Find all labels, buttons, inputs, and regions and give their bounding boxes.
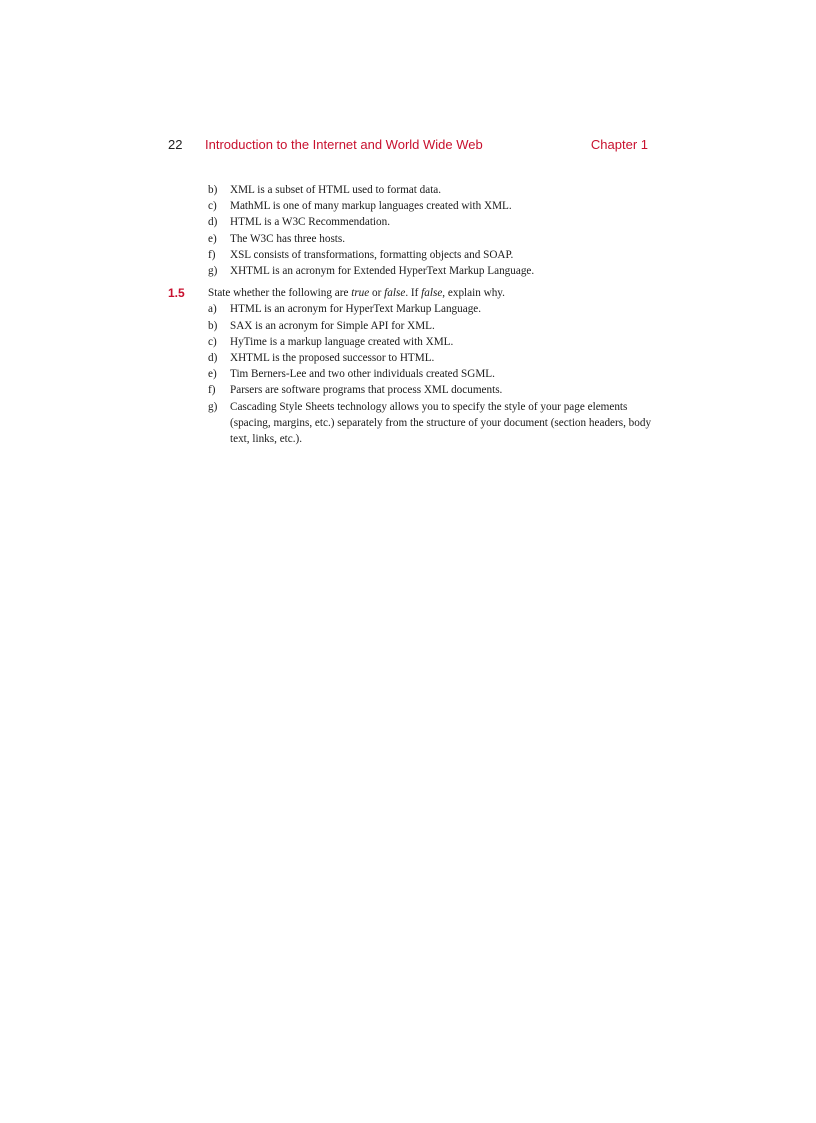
list-item xyxy=(168,399,658,448)
item-text: Tim Berners-Lee and two other individuals created SGML. xyxy=(230,368,495,381)
item-text: XML is a subset of HTML used to format data. xyxy=(230,184,442,196)
running-title: Introduction to the Internet and World Wide Web xyxy=(205,137,483,152)
false-word: false xyxy=(384,287,406,300)
item-label: e) xyxy=(208,368,217,381)
item-text: Parsers are software programs that process XML documents. xyxy=(230,384,503,397)
intro-text: . If xyxy=(405,287,422,300)
true-word: true xyxy=(351,287,370,300)
item-label: a) xyxy=(208,303,217,316)
list-item xyxy=(168,263,658,279)
item-label: d) xyxy=(208,352,218,365)
intro-text: State whether the following are xyxy=(208,287,352,300)
question-1-5 xyxy=(168,285,658,301)
list-item xyxy=(168,247,658,263)
item-text: The W3C has three hosts. xyxy=(230,232,346,245)
item-text: XSL consists of transformations, formatting objects and SOAP. xyxy=(230,248,514,261)
list-item xyxy=(168,366,658,382)
item-label: e) xyxy=(208,232,217,245)
item-label: d) xyxy=(208,216,218,229)
item-text: Cascading Style Sheets technology allows you to specify the style of your page elements (spacing, margins, etc.) separately from the structure of your document (section headers, body text, links, etc.). xyxy=(230,400,652,446)
list-item xyxy=(168,182,658,198)
question-items-list xyxy=(168,301,658,447)
page-number: 22 xyxy=(168,137,183,152)
item-label: g) xyxy=(208,265,218,278)
intro-text: , explain why. xyxy=(442,287,505,300)
chapter-label: Chapter 1 xyxy=(590,137,648,152)
item-text: HTML is a W3C Recommendation. xyxy=(230,216,391,229)
intro-text: or xyxy=(369,287,385,300)
item-label: c) xyxy=(208,200,217,213)
page-content xyxy=(168,182,658,447)
item-label: f) xyxy=(208,248,216,261)
question-intro xyxy=(208,287,505,299)
item-text: MathML is one of many markup languages created with XML. xyxy=(230,200,512,213)
item-label: c) xyxy=(208,335,217,348)
page-header xyxy=(168,137,648,157)
item-label: f) xyxy=(208,384,216,397)
list-item xyxy=(168,382,658,398)
item-text: SAX is an acronym for Simple API for XML. xyxy=(230,319,435,332)
item-text: XHTML is an acronym for Extended HyperText Markup Language. xyxy=(230,265,535,278)
list-item xyxy=(168,214,658,230)
list-item xyxy=(168,334,658,350)
list-item xyxy=(168,318,658,334)
continued-items-list xyxy=(168,182,658,279)
list-item xyxy=(168,301,658,317)
item-text: HyTime is a markup language created with XML. xyxy=(230,335,454,348)
item-label: b) xyxy=(208,319,218,332)
item-label: b) xyxy=(208,184,218,196)
item-text: XHTML is the proposed successor to HTML. xyxy=(230,352,435,365)
list-item xyxy=(168,350,658,366)
item-label: g) xyxy=(208,400,218,413)
question-number: 1.5 xyxy=(168,286,185,301)
item-text: HTML is an acronym for HyperText Markup Language. xyxy=(230,303,482,316)
false-word: false xyxy=(421,287,443,300)
list-item xyxy=(168,198,658,214)
list-item xyxy=(168,231,658,247)
